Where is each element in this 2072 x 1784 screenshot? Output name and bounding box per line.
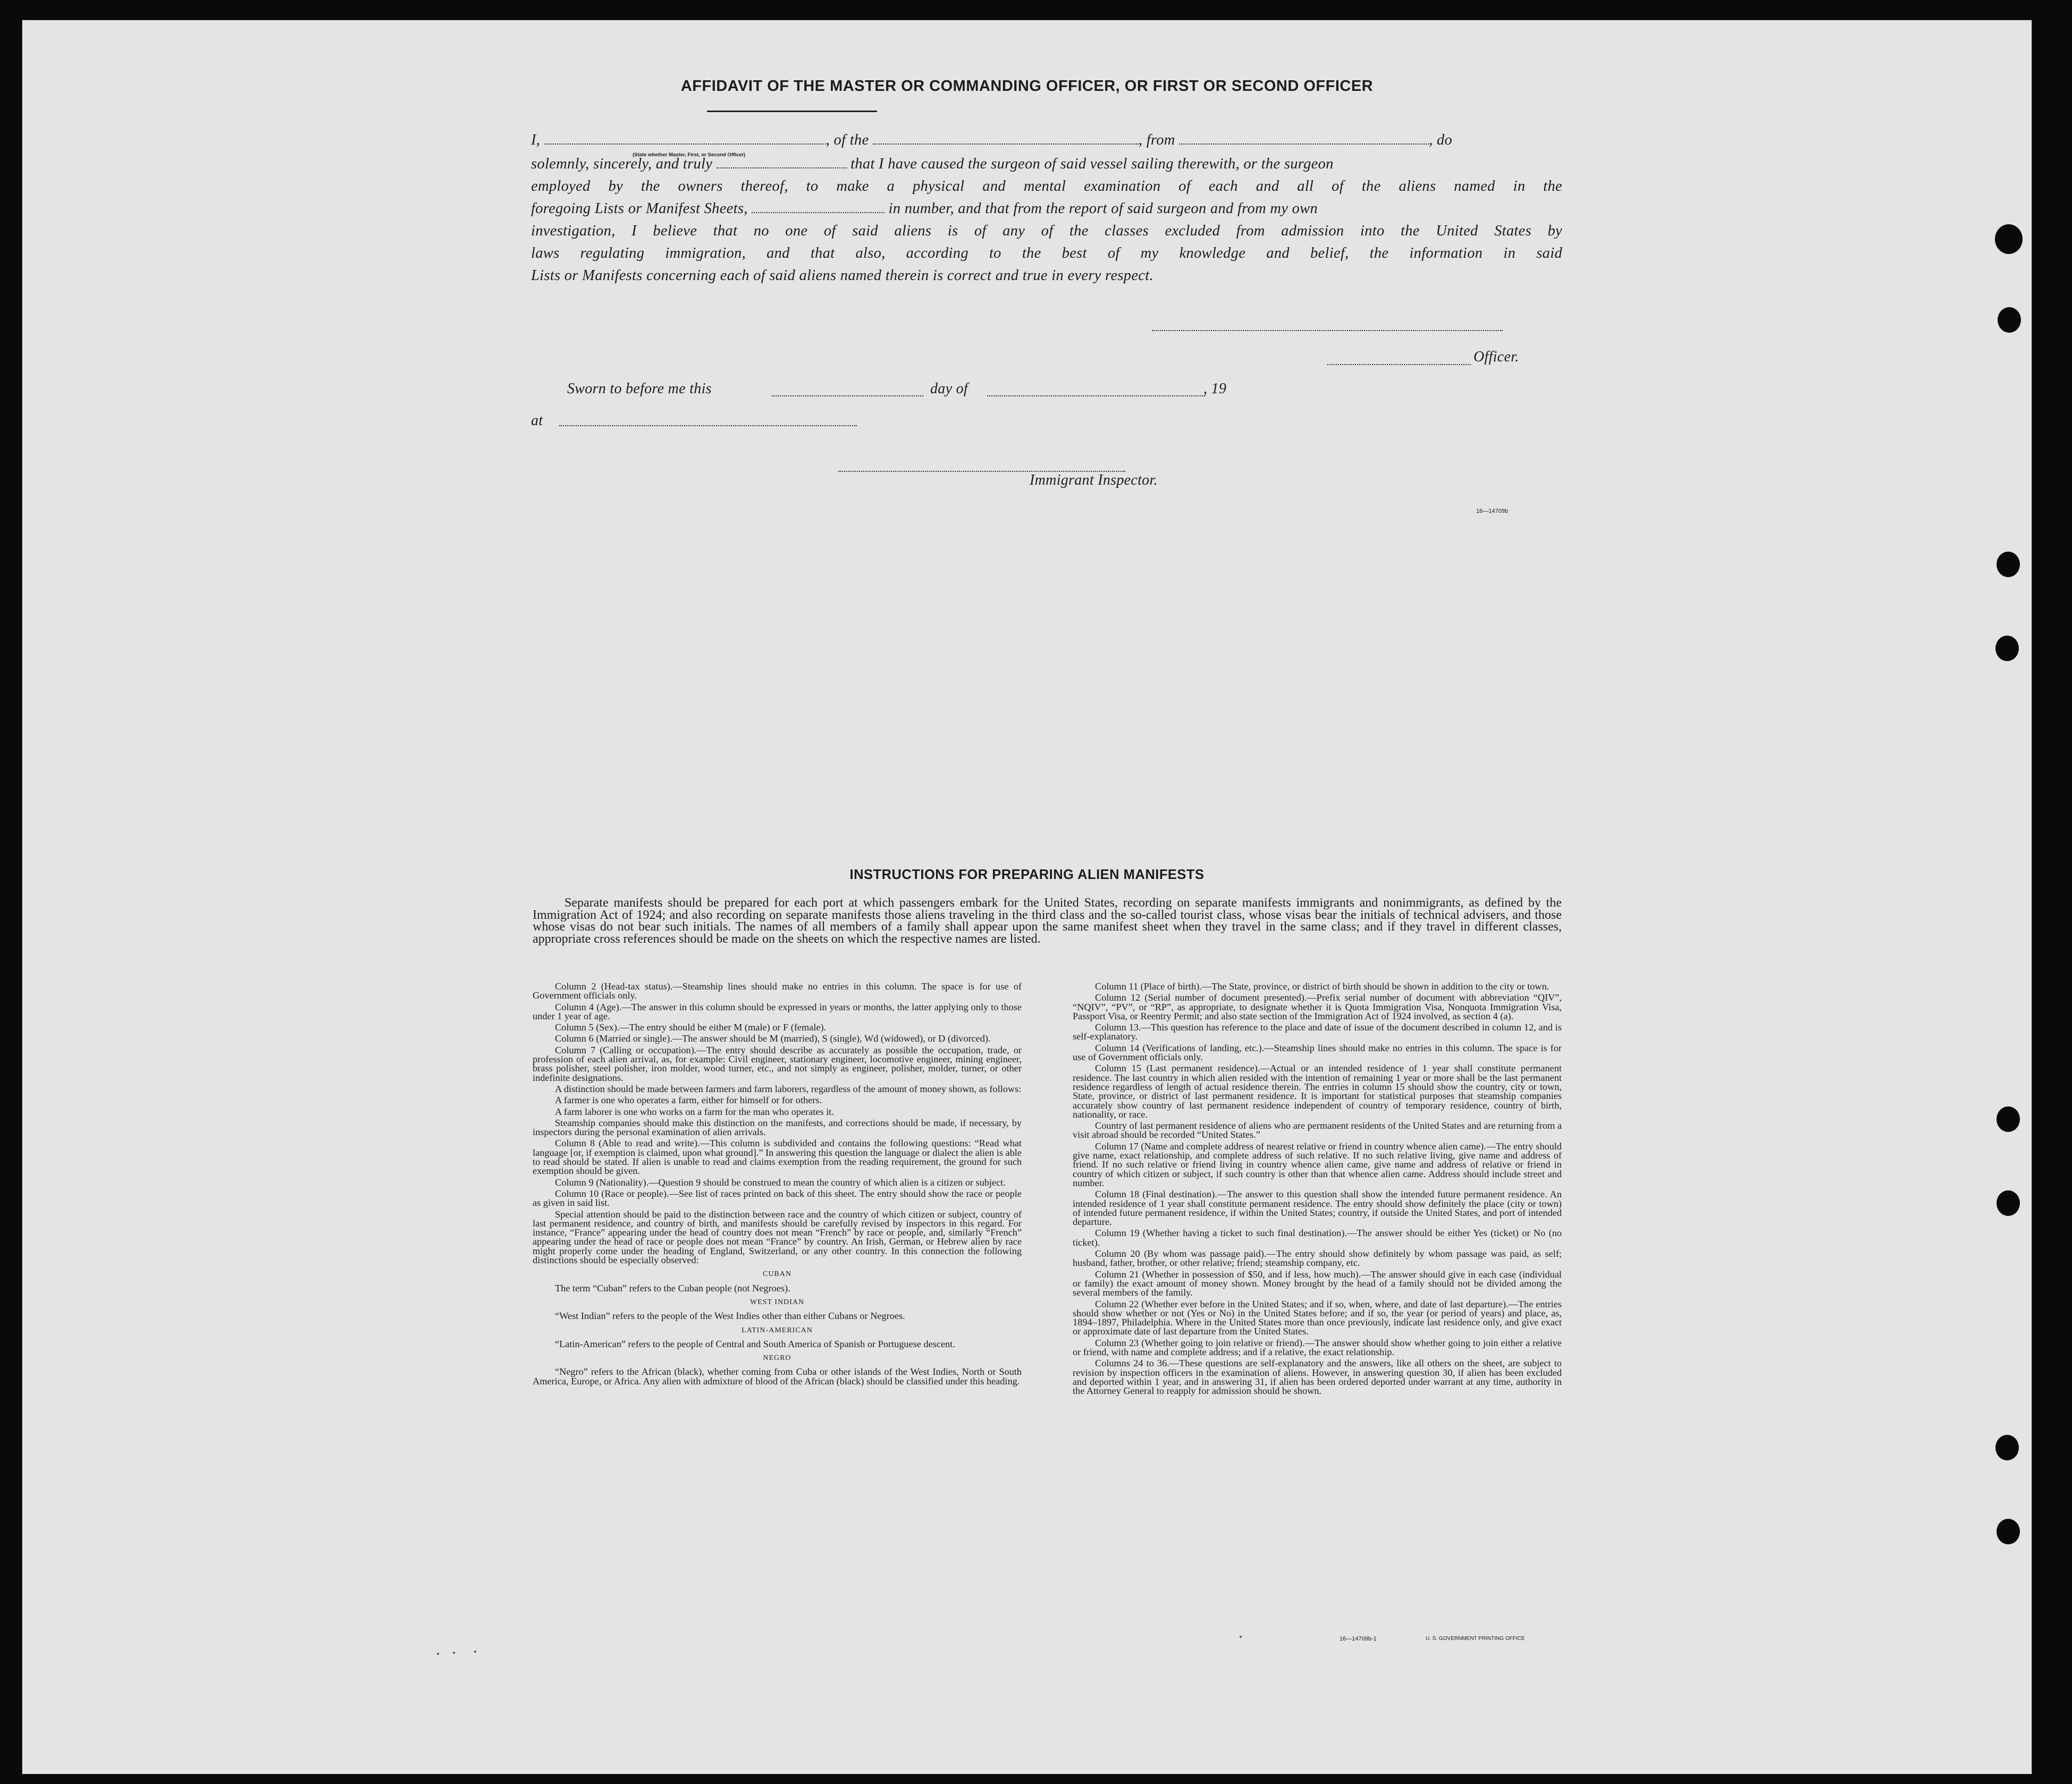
affidavit-line-1	[531, 132, 1562, 149]
punch-hole	[1997, 1190, 2020, 1216]
text-negro: “Negro” refers to the African (black), whether coming from Cuba or other islands of the West Indies, North or South America, Europe, or Africa. Any alien with admixture of blood of the African (black) should be classified under this heading.	[533, 1366, 1022, 1386]
officer-signature-line-1[interactable]	[1152, 330, 1503, 331]
farm-laborer-definition: A farm laborer is one who works on a farm for the man who operates it.	[555, 1106, 834, 1117]
title-underline	[707, 111, 877, 112]
affidavit-line-2	[531, 156, 1562, 173]
instructions-title: INSTRUCTIONS FOR PREPARING ALIEN MANIFESTS	[849, 867, 1205, 882]
sworn-text: Sworn to before me this	[567, 381, 712, 397]
steamship-corrections-paragraph: Steamship companies should make this distinction on the manifests, and corrections should be made, if necessary, by inspectors during the personal examination of alien arrivals.	[533, 1117, 1022, 1138]
col5-paragraph: Column 5 (Sex).—The entry should be either M (male) or F (female).	[555, 1022, 827, 1033]
affidavit-line-6: laws regulating immigration, and that also, according to the best of my knowledge and belief, the information in said	[531, 245, 1562, 261]
ink-speck	[437, 1653, 439, 1655]
port-blank[interactable]	[1179, 140, 1429, 145]
farmer-distinction-paragraph: A distinction should be made between farmers and farm laborers, regardless of the amount of money shown, as follows:	[555, 1083, 1022, 1094]
affidavit-sheet	[22, 20, 2032, 1774]
at-text: at	[531, 412, 543, 429]
punch-hole	[1995, 224, 2023, 254]
col2-paragraph: Column 2 (Head-tax status).—Steamship lines should make no entries in this column. The space is for use of Government officials only.	[533, 981, 1022, 1001]
officer-label: Officer.	[1473, 349, 1519, 365]
affidavit-line-5: investigation, I believe that no one of said aliens is of any of the classes excluded from admission into the United States by	[531, 223, 1562, 239]
instructions-intro: Separate manifests should be prepared for each port at which passengers embark for the United States, recording on separate manifests immigrants and nonimmigrants, as defined by the Immigration Act of 1924; and also recording on separate manifests those aliens traveling in the third class and the so-called tourist class, whose visas bear the initials of technical advisers, and those whose visas do not bear such initials. The names of all members of a family shall appear upon the same manifest sheet when they travel in the same class; and if they travel in different classes, appropriate cross references should be made on the sheets on which the respective names are listed.	[533, 896, 1562, 946]
officer-signature-line-2[interactable]	[1327, 364, 1471, 365]
punch-hole	[1997, 1106, 2020, 1132]
heading-negro: NEGRO	[763, 1354, 791, 1363]
number-blank[interactable]	[752, 209, 885, 213]
ink-speck	[1240, 1636, 1242, 1638]
oath-blank[interactable]	[717, 164, 847, 168]
inspector-label: Immigrant Inspector.	[1030, 472, 1158, 488]
punch-hole	[1998, 307, 2021, 333]
punch-hole	[1995, 1435, 2019, 1460]
col20-paragraph: Column 20 (By whom was passage paid).—The entry should show definitely by whom passage was paid, as self; husband, father, brother, or other relative; friend; steamship company, etc.	[1073, 1248, 1562, 1269]
printer-imprint: U. S. GOVERNMENT PRINTING OFFICE	[1426, 1636, 1525, 1642]
col22-paragraph: Column 22 (Whether ever before in the United States; and if so, when, where, and date of last departure).—The entries should show whether or not (Yes or No) in the United States before; and if so, the year (or period of years) and place, as, 1894–1897, Philadelphia. Where in the United States more than once previously, indicate last residence only, and give exact or approximate date of last departure from the United States.	[1073, 1298, 1562, 1337]
text-from: , from	[1138, 132, 1175, 148]
ink-speck	[474, 1651, 476, 1653]
text-latin-american: “Latin-American” refers to the people of Central and South America of Spanish or Portuguese descent.	[555, 1338, 955, 1349]
instructions-form-number: 16—14709b-1	[1340, 1636, 1377, 1642]
col21-paragraph: Column 21 (Whether in possession of $50, and if less, how much).—The answer should give in each case (individual or family) the exact amount of money shown. Money brought by the head of a family should not be divided among the several members of the family.	[1073, 1269, 1562, 1298]
text-west-indian: “West Indian” refers to the people of the West Indies other than either Cubans or Negroes.	[555, 1310, 905, 1322]
text-i: I,	[531, 132, 541, 148]
affidavit-line-7: Lists or Manifests concerning each of said aliens named therein is correct and true in every respect.	[531, 267, 1153, 284]
punch-hole	[1997, 552, 2020, 577]
col13-paragraph: Column 13.—This question has reference to the place and date of issue of the document described in column 12, and is self-explanatory.	[1073, 1022, 1562, 1042]
heading-west-indian: WEST INDIAN	[749, 1298, 805, 1306]
col9-paragraph: Column 9 (Nationality).—Question 9 should be construed to mean the country of which alien is a citizen or subject.	[555, 1177, 1006, 1188]
affidavit-title: AFFIDAVIT OF THE MASTER OR COMMANDING OFFICER, OR FIRST OR SECOND OFFICER	[680, 78, 1374, 95]
col4-paragraph: Column 4 (Age).—The answer in this column should be expressed in years or months, the latter applying only to those under 1 year of age.	[533, 1001, 1022, 1021]
text-of-the: , of the	[826, 132, 869, 148]
instructions-left-column	[533, 982, 1022, 1388]
affidavit-line-3: employed by the owners thereof, to make a physical and mental examination of each and all of the aliens named in the	[531, 178, 1562, 195]
col12-paragraph: Column 12 (Serial number of document presented).—Prefix serial number of document with abbreviation “QIV”, “NQIV”, “PV”, or “RP”, as appropriate, to designate whether it is Quota Immigration Visa, Nonquota Immigration Visa, Passport Visa, or Reentry Permit; and also state section of the Immigration Act of 1924 involved, as section 4 (a).	[1073, 992, 1562, 1021]
col7-paragraph: Column 7 (Calling or occupation).—The entry should describe as accurately as possible the occupation, trade, or profession of each alien arrival, as, for example: Civil engineer, stationary engineer, locomotive engineer, mining engineer, brass polisher, steel polisher, iron molder, wood turner, etc., and not simply as engineer, polisher, molder, turner, or other indefinite designations.	[533, 1044, 1022, 1083]
col10-paragraph: Column 10 (Race or people).—See list of races printed on back of this sheet. The entry should show the race or people as given in said list.	[533, 1188, 1022, 1208]
day-of-text: day of	[930, 381, 968, 397]
text-foregoing: foregoing Lists or Manifest Sheets,	[531, 200, 748, 217]
affidavit-form-number: 16—14709b	[1476, 508, 1508, 514]
ink-speck	[453, 1652, 455, 1654]
col24-36-paragraph: Columns 24 to 36.—These questions are self-explanatory and the answers, like all others on the sheet, are subject to revision by inspection officers in the examination of aliens. However, in answering question 30, if alien has been excluded and deported within 1 year, and in answering 31, if alien has been ordered deported under warrant at any time, authority in the Attorney General to reapply for admission should be shown.	[1073, 1358, 1562, 1397]
sworn-month-blank[interactable]	[987, 395, 1205, 396]
punch-hole	[1997, 1519, 2020, 1544]
text-solemnly: solemnly, sincerely, and truly	[531, 156, 713, 172]
farmer-definition: A farmer is one who operates a farm, either for himself or for others.	[555, 1095, 822, 1106]
year-19-text: , 19	[1203, 381, 1227, 397]
col8-paragraph: Column 8 (Able to read and write).—This column is subdivided and contains the following questions: “Read what language [or, if exemption is claimed, upon what ground].” In answering this question the language or dialect the alien is able to read should be stated. If alien is unable to read and claims exemption from the reading requirement, the ground for such exemption should be given.	[533, 1138, 1022, 1177]
col17-paragraph: Column 17 (Name and complete address of nearest relative or friend in country whence alien came).—The entry should give name, exact relationship, and complete address of such relative. If no such relative living, give name and address of friend. If no such relative or friend living in country whence alien came, give name and address of relative or friend in country of which citizen or subject, if such country is other than that whence alien came. Address should include street and number.	[1073, 1140, 1562, 1188]
at-place-blank[interactable]	[559, 425, 857, 426]
us-residence-paragraph: Country of last permanent residence of aliens who are permanent residents of the United States and are returning from a visit abroad should be recorded “United States.”	[1073, 1120, 1562, 1140]
col15-paragraph: Column 15 (Last permanent residence).—Actual or an intended residence of 1 year shall constitute permanent residence. The last country in which alien resided with the intention of remaining 1 year or more shall be the last permanent residence regardless of length of actual residence therein. The entries in column 15 should show the country, city or town, State, province, or district of last permanent residence. It is important for statistical purposes that steamship companies accurately show country of last permanent residence independent of country of temporary residence, country of birth, nationality, or race.	[1073, 1063, 1562, 1120]
officer-rank-blank[interactable]	[544, 140, 826, 145]
col19-paragraph: Column 19 (Whether having a ticket to such final destination).—The answer should be either Yes (ticket) or No (no ticket).	[1073, 1228, 1562, 1248]
col18-paragraph: Column 18 (Final destination).—The answer to this question shall show the intended future permanent residence. An intended residence of 1 year shall constitute permanent residence. The entry should show definitely the place (city or town) of intended future permanent residence, if within the United States; country, if outside the United States, and port of intended departure.	[1073, 1189, 1562, 1228]
text-in-number: in number, and that from the report of said surgeon and from my own	[888, 200, 1318, 217]
col6-paragraph: Column 6 (Married or single).—The answer should be M (married), S (single), Wd (widowed), or D (divorced).	[555, 1033, 991, 1044]
text-cuban: The term “Cuban” refers to the Cuban people (not Negroes).	[555, 1282, 790, 1293]
state-whether-note: (State whether Master, First, or Second Officer)	[633, 152, 746, 158]
instructions-right-column	[1073, 982, 1562, 1398]
affidavit-line-4	[531, 200, 1562, 217]
text-surgeon: that I have caused the surgeon of said vessel sailing therewith, or the surgeon	[850, 156, 1334, 172]
heading-cuban: CUBAN	[762, 1270, 791, 1279]
text-do: , do	[1429, 132, 1453, 148]
sworn-day-blank[interactable]	[772, 395, 923, 396]
heading-latin-american: LATIN-AMERICAN	[742, 1326, 813, 1334]
punch-hole	[1995, 636, 2019, 661]
vessel-name-blank[interactable]	[873, 140, 1139, 145]
col11-paragraph: Column 11 (Place of birth).—The State, province, or district of birth should be shown in addition to the city or town.	[1095, 981, 1549, 992]
col23-paragraph: Column 23 (Whether going to join relative or friend).—The answer should show whether going to join either a relative or friend, with name and complete address; and if a relative, the exact relationship.	[1073, 1337, 1562, 1357]
race-distinction-paragraph: Special attention should be paid to the distinction between race and the country of which citizen or subject, country of last permanent residence, and country of birth, and manifests should be carefully revised by inspectors in this regard. For instance, “France” appearing under the head of country does not mean “French” by race or people, and, similarly “French” appearing under the head of race or people does not mean “France” by country. An Irish, German, or Hebrew alien by race might properly come under the heading of England, Switzerland, or any other country. In this connection the following distinctions should be especially observed:	[533, 1208, 1022, 1266]
col14-paragraph: Column 14 (Verifications of landing, etc.).—Steamship lines should make no entries in this column. The space is for use of Government officials only.	[1073, 1042, 1562, 1063]
